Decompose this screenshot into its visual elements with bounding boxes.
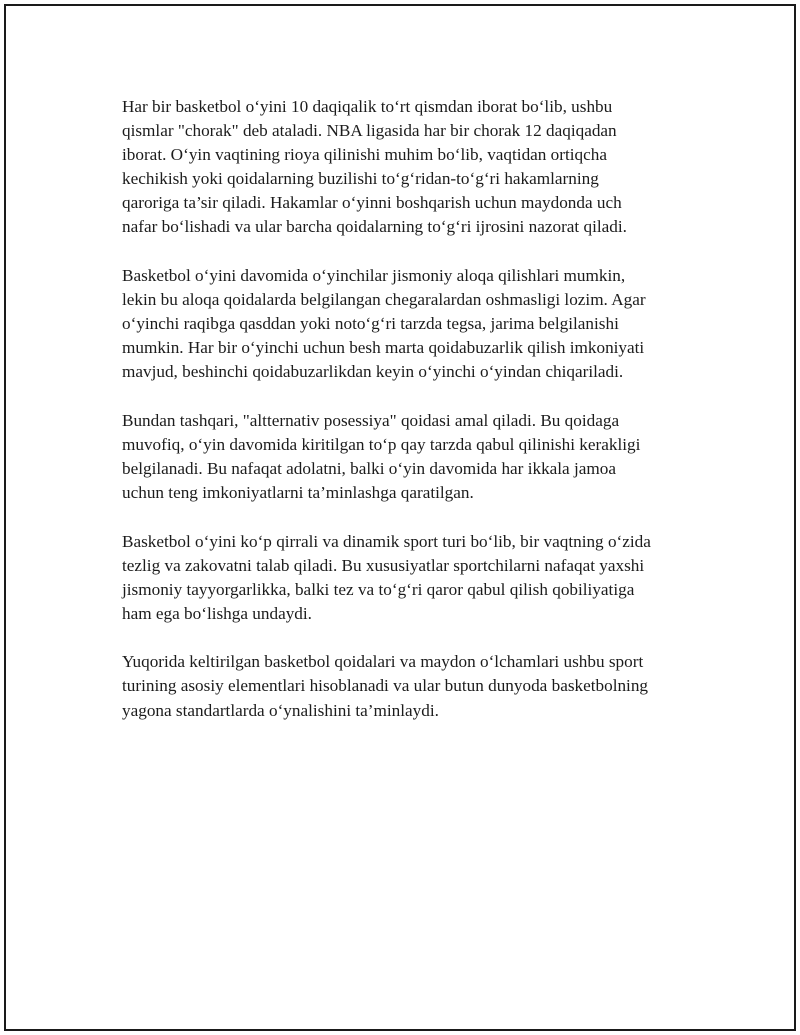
paragraph-alternating-possession: Bundan tashqari, "altternativ posessiya" qoidasi amal qiladi. Bu qoidaga muvofiq, o‘yin davomida kiritilgan to‘p qay tarzda qabul qilinishi kerakligi belgilanadi. Bu nafaqat adolatni, balki o‘yin davomida har ikkala jamoa uchun teng imkoniyatlarni ta’minlashga qaratilgan. (122, 410, 641, 503)
paragraph-conclusion: Yuqorida keltirilgan basketbol qoidalari va maydon o‘lchamlari ushbu sport turining asosiy elementlari hisoblanadi va ular butun dunyoda basketbolning yagona standartlarda o‘ynalishini ta’minlaydi. (122, 652, 649, 720)
document-body (122, 95, 712, 747)
document-page (4, 4, 796, 1031)
paragraph-game-duration: Har bir basketbol o‘yini 10 daqiqalik to‘rt qismdan iborat bo‘lib, ushbu qismlar "chorak" deb ataladi. NBA ligasida har bir chorak 12 daqiqadan iborat. O‘yin vaqtining rioya qilinishi muhim bo‘lib, vaqtidan ortiqcha kechikish yoki qoidalarning buzilishi to‘g‘ridan-to‘g‘ri hakamlarning qaroriga ta’sir qiladi. Hakamlar o‘yinni boshqarish uchun maydonda uch nafar bo‘lishadi va ular barcha qoidalarning to‘g‘ri ijrosini nazorat qiladi. (122, 97, 627, 237)
paragraph-physical-contact: Basketbol o‘yini davomida o‘yinchilar jismoniy aloqa qilishlari mumkin, lekin bu aloqa qoidalarda belgilangan chegaralardan oshmasligi lozim. Agar o‘yinchi raqibga qasddan yoki noto‘g‘ri tarzda tegsa, jarima belgilanishi mumkin. Har bir o‘yinchi uchun besh marta qoidabuzarlik qilish imkoniyati mavjud, beshinchi qoidabuzarlikdan keyin o‘yinchi o‘yindan chiqariladi. (122, 265, 646, 382)
paragraph-sport-characteristics: Basketbol o‘yini ko‘p qirrali va dinamik sport turi bo‘lib, bir vaqtning o‘zida tezlig va zakovatni talab qiladi. Bu xususiyatlar sportchilarni nafaqat yaxshi jismoniy tayyorgarlikka, balki tez va to‘g‘ri qaror qabul qilish qobiliyatiga ham ega bo‘lishga undaydi. (122, 531, 651, 623)
